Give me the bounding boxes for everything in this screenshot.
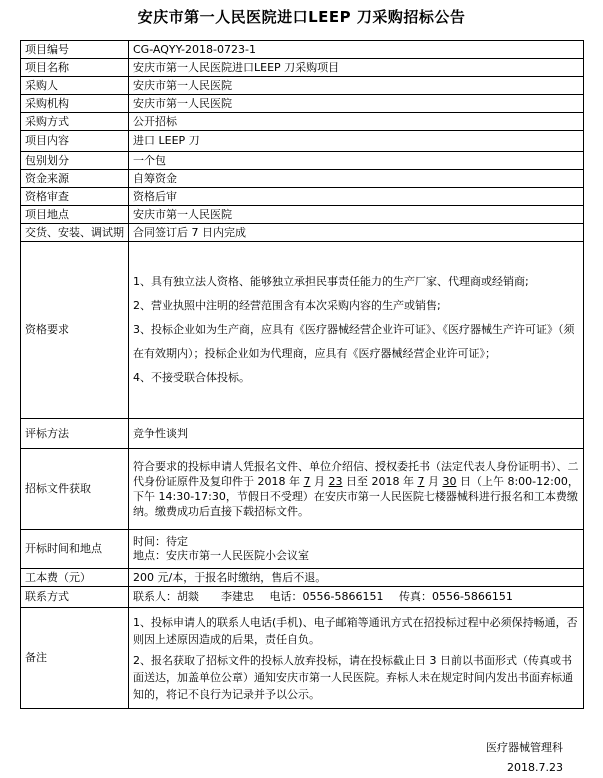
row-label: 采购方式 [21, 113, 129, 131]
tender-table [20, 40, 584, 709]
method-value: 公开招标 [129, 113, 584, 131]
row-label: 备注 [21, 608, 129, 709]
qualification-item: 3、投标企业如为生产商，应具有《医疗器械经营企业许可证》、《医疗器械生产许可证》（须在有效期内）；投标企业如为代理商，应具有《医疗器械经营企业许可证》； [133, 323, 575, 360]
location-value: 安庆市第一人民医院 [129, 206, 584, 224]
qualification-item: 2、营业执照中注明的经营范围含有本次采购内容的生产或销售; [133, 299, 441, 312]
table-row [21, 449, 584, 530]
table-row [21, 152, 584, 170]
table-row [21, 77, 584, 95]
row-label: 项目内容 [21, 131, 129, 152]
table-row [21, 530, 584, 569]
remark-item: 2、报名获取了招标文件的投标人放弃投标，请在投标截止日 3 日前以书面形式（传真或书面送达，加盖单位公章）通知安庆市第一人民医院。弃标人未在规定时间内发出书面弃标通知的，将记不良行为记录并予以公示。 [133, 653, 573, 701]
issue-date: 2018.7.23 [507, 761, 563, 774]
department-signature: 医疗器械管理科 [486, 741, 563, 754]
footer [486, 738, 563, 778]
table-row [21, 131, 584, 152]
row-label: 采购机构 [21, 95, 129, 113]
contact-value [129, 587, 584, 608]
buyer-value: 安庆市第一人民医院 [129, 77, 584, 95]
documents-text-b: 月 [310, 475, 329, 488]
documents-text-d: 月 [424, 475, 443, 488]
row-label: 评标方法 [21, 419, 129, 449]
table-row [21, 95, 584, 113]
funding-value: 自筹资金 [129, 170, 584, 188]
fee-value: 200 元/本，于报名时缴纳，售后不退。 [129, 569, 584, 587]
documents-text [133, 457, 579, 521]
qualification-value [129, 242, 584, 419]
row-label: 联系方式 [21, 587, 129, 608]
contact-phone: 电话：0556-5866151 [269, 590, 384, 603]
row-label: 招标文件获取 [21, 449, 129, 530]
opening-place: 地点：安庆市第一人民医院小会议室 [133, 549, 309, 562]
content-value: 进口 LEEP 刀 [129, 131, 584, 152]
end-month: 7 [417, 475, 425, 488]
row-label: 交货、安装、调试期 [21, 224, 129, 242]
row-label: 资金来源 [21, 170, 129, 188]
row-label: 开标时间和地点 [21, 530, 129, 569]
table-row [21, 242, 584, 419]
table-row [21, 113, 584, 131]
table-row [21, 170, 584, 188]
start-day: 23 [328, 475, 343, 488]
table-row [21, 59, 584, 77]
contact-fax: 传真：0556-5866151 [398, 590, 513, 603]
contact-person: 联系人：胡燚 李建忠 [133, 590, 254, 603]
row-label: 资格审查 [21, 188, 129, 206]
remark-item: 1、投标申请人的联系人电话(手机)、电子邮箱等通讯方式在招投标过程中必须保持畅通，否则因上述原因造成的后果，责任自负。 [133, 615, 578, 646]
remarks-value [129, 608, 584, 709]
page-title: 安庆市第一人民医院进口LEEP 刀采购招标公告 [137, 8, 466, 26]
row-label: 项目名称 [21, 59, 129, 77]
row-label: 资格要求 [21, 242, 129, 419]
table-row [21, 419, 584, 449]
table-row [21, 41, 584, 59]
documents-text-c: 日至 2018 年 [342, 475, 418, 488]
start-month: 7 [303, 475, 311, 488]
project-number-value: CG-AQYY-2018-0723-1 [129, 41, 584, 59]
table-row [21, 569, 584, 587]
row-label: 项目编号 [21, 41, 129, 59]
qualification-item: 4、不接受联合体投标。 [133, 371, 250, 384]
row-label: 包别划分 [21, 152, 129, 170]
documents-text-a: 符合要求的投标申请人凭报名文件、单位介绍信、授权委托书（法定代表人身份证明书）、二代身份证原件及复印件于 2018 年 [133, 460, 579, 488]
table-row [21, 188, 584, 206]
documents-value [129, 449, 584, 530]
qualification-item: 1、具有独立法人资格、能够独立承担民事责任能力的生产厂家、代理商或经销商; [133, 275, 529, 288]
table-row [21, 224, 584, 242]
lots-value: 一个包 [129, 152, 584, 170]
row-label: 项目地点 [21, 206, 129, 224]
delivery-value: 合同签订后 7 日内完成 [129, 224, 584, 242]
review-value: 资格后审 [129, 188, 584, 206]
evaluation-value: 竞争性谈判 [129, 419, 584, 449]
table-row [21, 206, 584, 224]
project-name-value: 安庆市第一人民医院进口LEEP 刀采购项目 [129, 59, 584, 77]
table-row [21, 587, 584, 608]
row-label: 采购人 [21, 77, 129, 95]
opening-value [129, 530, 584, 569]
end-day: 30 [442, 475, 457, 488]
opening-time: 时间：待定 [133, 535, 188, 548]
agency-value: 安庆市第一人民医院 [129, 95, 584, 113]
table-row [21, 608, 584, 709]
row-label: 工本费（元） [21, 569, 129, 587]
documents-text-e: 日（上午 8:00-12:00，下午 14:30-17:30，节假日不受理）在安庆市第一人民医院七楼器械科进行报名和工本费缴纳。缴费成功后直接下载招标文件。 [133, 475, 579, 518]
